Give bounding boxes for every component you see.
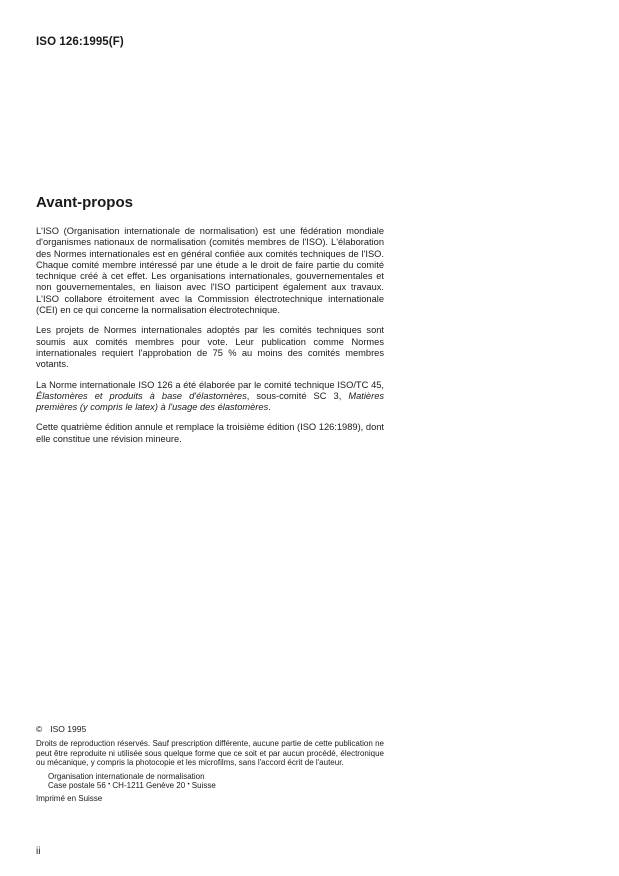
rights-notice: Droits de reproduction réservés. Sauf prescription différente, aucune partie de cette publication ne peut être reproduite ni utilisée sous quelque forme que ce soit et par aucun procédé, électronique ou mécanique, y compris la photocopie et les microfilms, sans l'accord écrit de l'auteur.: [36, 739, 384, 768]
copyright-footer: [36, 725, 384, 803]
foreword-body: [36, 226, 384, 454]
postal-address: [48, 781, 384, 791]
address-country: Suisse: [191, 781, 216, 791]
paragraph-voting: Les projets de Normes internationales adoptés par les comités techniques sont soumis aux comités membres pour vote. Leur publication comme Normes internationales requiert l'approbation de 75 % au moins des comités membres votants.: [36, 325, 384, 370]
organization-name: Organisation internationale de normalisation: [48, 771, 205, 781]
paragraph-iso-description: L'ISO (Organisation internationale de normalisation) est une fédération mondiale d'organismes nationaux de normalisation (comités membres de l'ISO). L'élaboration des Normes internationales est en général confiée aux comités techniques de l'ISO. Chaque comité membre intéressé par une étude a le droit de faire partie du comité technique créé à cet effet. Les organisations internationales, gouvernementales et non gouvernementales, en liaison avec l'ISO participent également aux travaux. L'ISO collabore étroitement avec la Commission électrotechnique internationale (CEI) en ce qui concerne la normalisation électrotechnique.: [36, 226, 384, 316]
bullet-separator: •: [187, 782, 190, 789]
subcommittee-title: Matières premières (y compris le latex) à l'usage des élastomères: [36, 390, 385, 413]
committee-text-end: .: [268, 402, 271, 413]
copyright-line: [36, 725, 384, 734]
paragraph-committee: [36, 380, 384, 414]
section-title: Avant-propos: [36, 194, 133, 211]
organization-address: [36, 772, 384, 791]
committee-text-start: La Norme internationale ISO 126 a été élaborée par le comité technique ISO/TC 45,: [36, 379, 384, 390]
bullet-separator: •: [108, 782, 111, 789]
copyright-symbol: ©: [36, 724, 43, 734]
paragraph-edition: Cette quatrième édition annule et remplace la troisième édition (ISO 126:1989), dont elle constitue une révision mineure.: [36, 422, 384, 444]
address-city: CH-1211 Genève 20: [112, 781, 186, 791]
committee-text-middle: , sous-comité SC 3,: [246, 390, 349, 401]
printed-in: Imprimé en Suisse: [36, 793, 103, 803]
committee-title: Élastomères et produits à base d'élastomères: [36, 390, 247, 401]
address-po-box: Case postale 56: [48, 781, 106, 791]
page-number: ii: [36, 846, 41, 857]
copyright-text: ISO 1995: [50, 724, 87, 734]
standard-code-header: ISO 126:1995(F): [36, 36, 124, 48]
